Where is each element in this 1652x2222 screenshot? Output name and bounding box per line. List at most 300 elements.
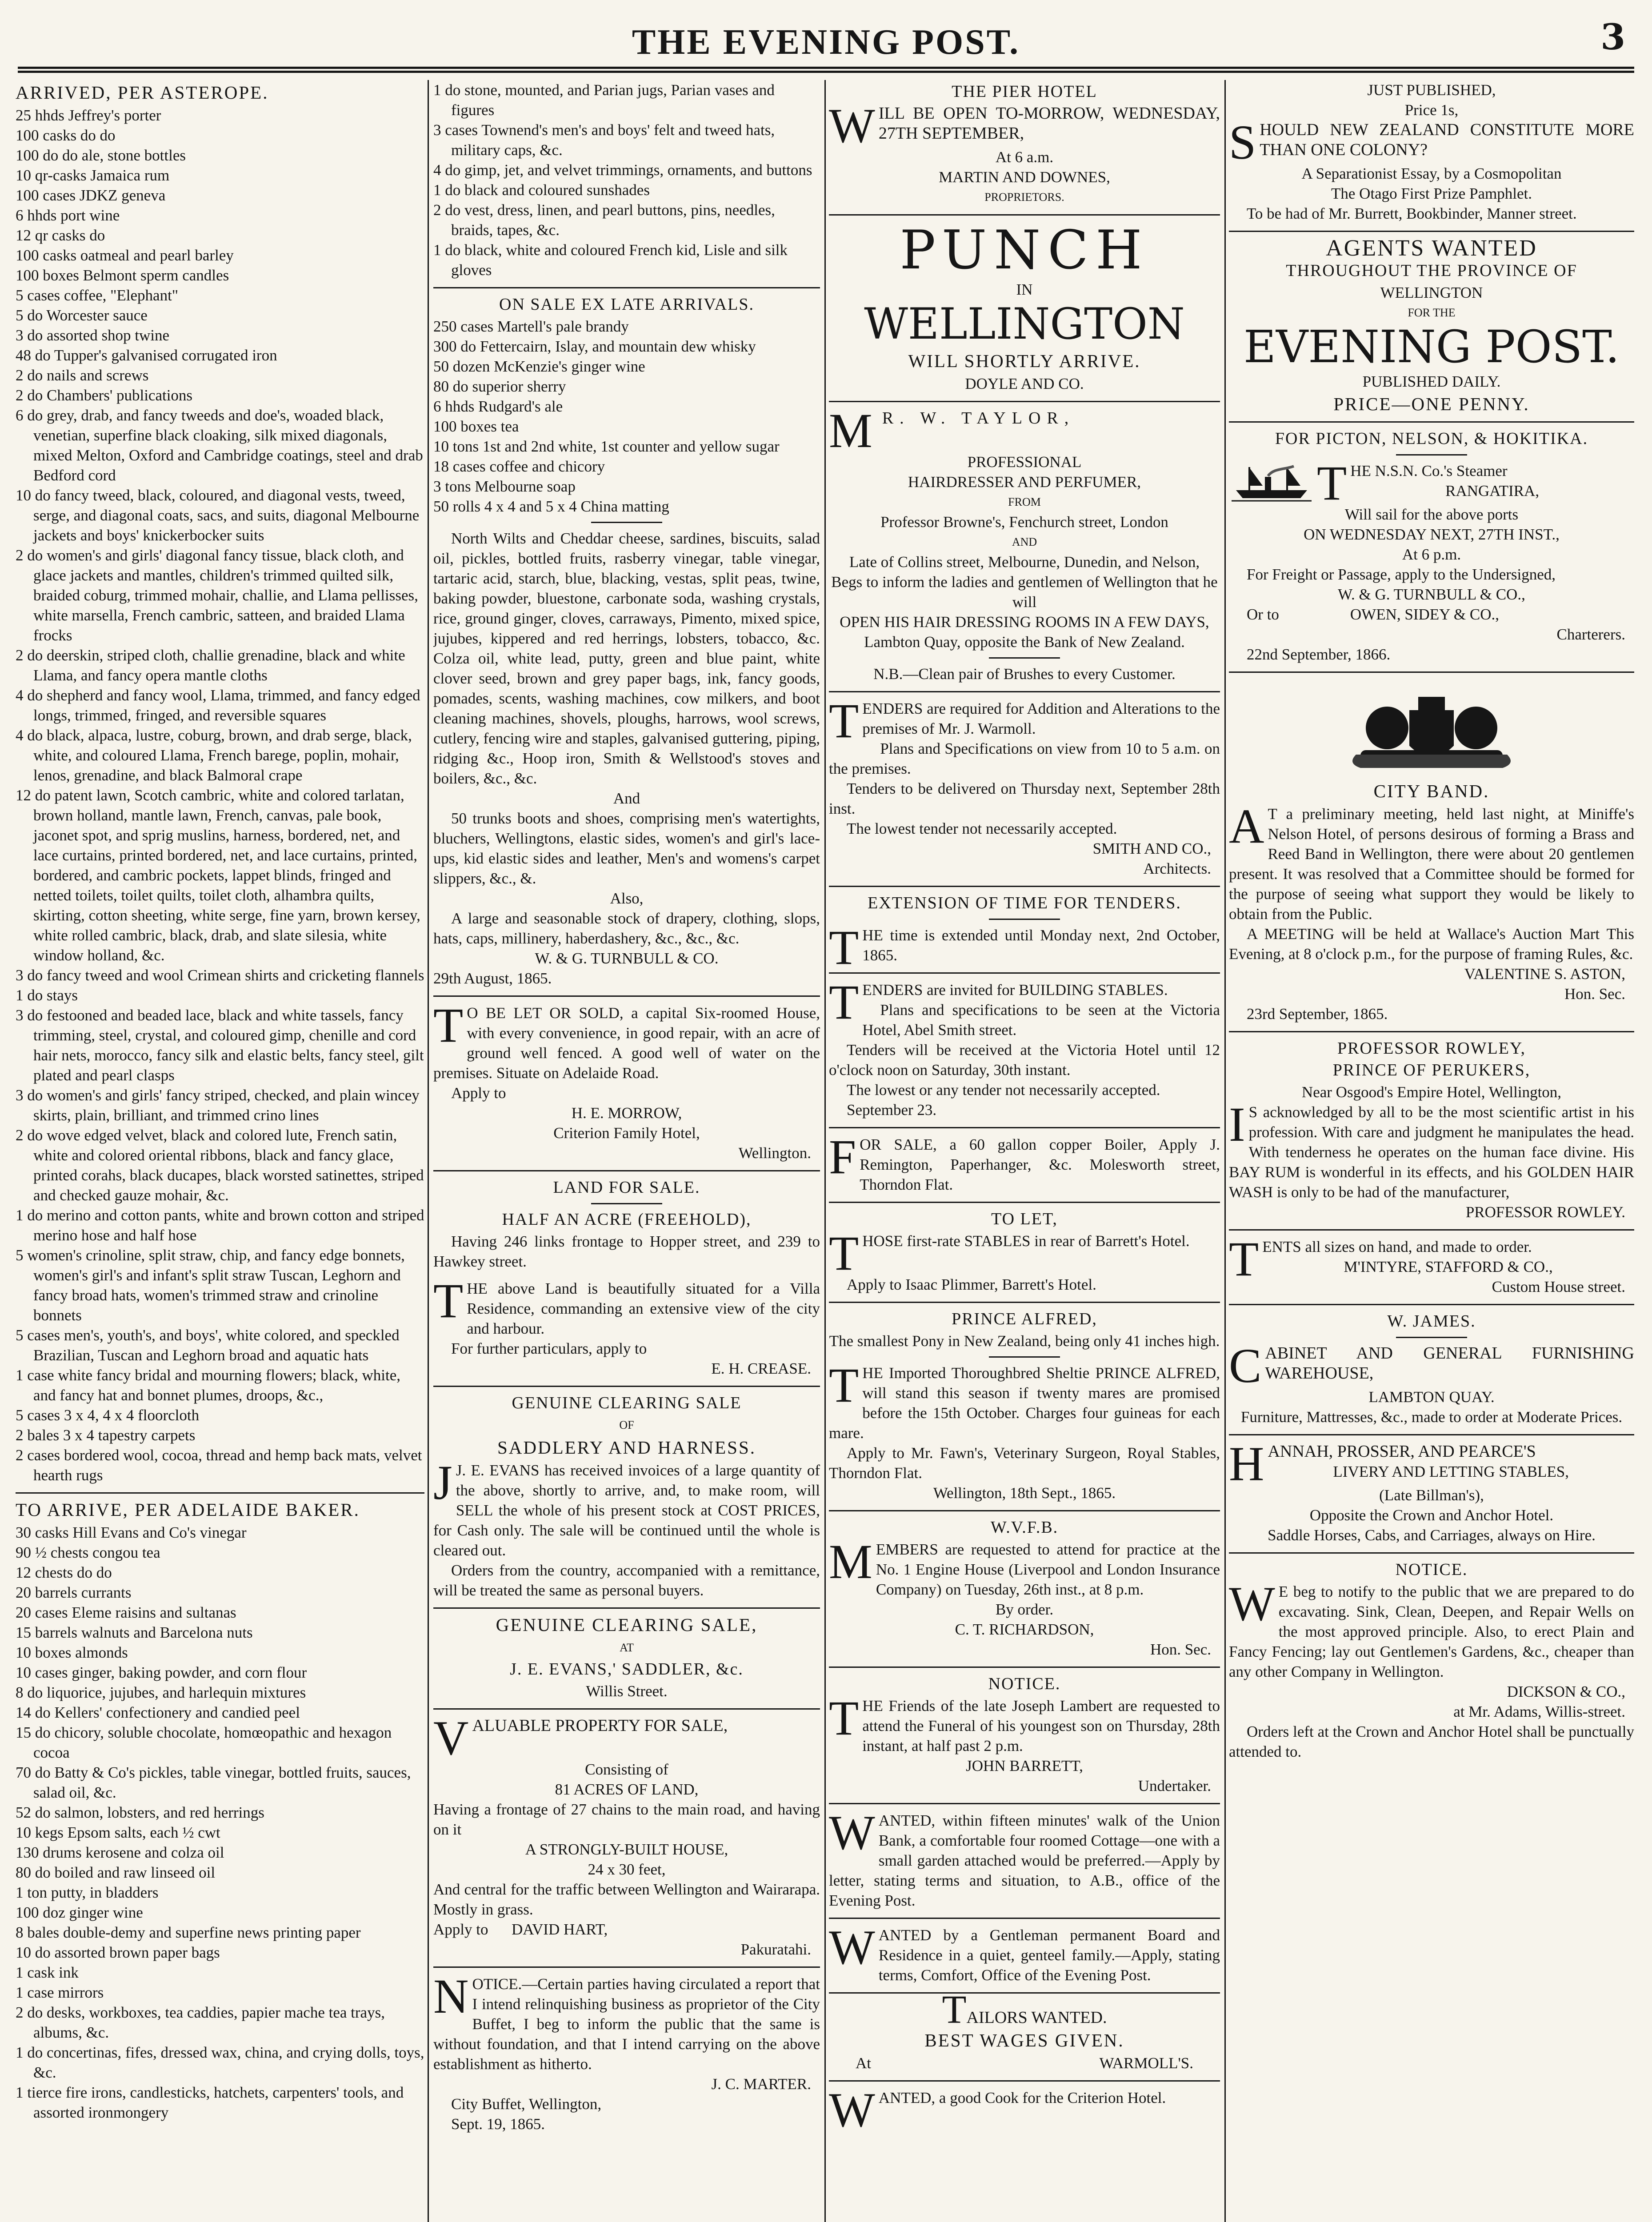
list-item: 2 do women's and girls' diagonal fancy tissue, black cloth, and glace jackets and mantles, children's trimmed quilted silk, braided coburg, trimmed mohair, challie, and Llama pellisses, white marsella, French cambric, satteen, and braided Llama frocks <box>16 547 418 644</box>
ad-pier-hotel <box>829 82 1220 207</box>
list-item: 2 do deerskin, striped cloth, challie grenadine, black and white Llama, and fancy opera mantle cloths <box>16 647 405 684</box>
drop-cap: T <box>433 998 464 1052</box>
list-item: 20 cases Eleme raisins and sultanas <box>16 1604 236 1621</box>
ad-text: 24 x 30 feet, <box>588 1861 666 1878</box>
list-item: 5 cases 3 x 4, 4 x 4 floorcloth <box>16 1407 200 1424</box>
divider <box>829 691 1220 692</box>
drop-cap: I <box>1229 1097 1245 1151</box>
list-item: 130 drums kerosene and colza oil <box>16 1844 224 1861</box>
divider <box>433 1170 820 1171</box>
list-item: 90 ½ chests congou tea <box>16 1544 160 1561</box>
drop-cap: M <box>829 404 879 458</box>
ad-text: City Buffet, Wellington, <box>451 2095 602 2113</box>
list-item: 4 do gimp, jet, and velvet trimmings, ornaments, and buttons <box>433 161 812 179</box>
divider <box>433 1607 820 1609</box>
drop-cap: W <box>829 1920 875 1974</box>
divider <box>989 657 1060 659</box>
ad-heading: GENUINE CLEARING SALE <box>512 1394 742 1412</box>
ad-text: Orders from the country, accompanied with a remittance, will be treated the same as personal buyers. <box>433 1562 820 1599</box>
divider <box>829 886 1220 887</box>
ad-text: Custom House street. <box>1492 1278 1625 1295</box>
ad-text: IN <box>1016 281 1033 298</box>
list-item: 18 cases coffee and chicory <box>433 458 605 475</box>
drop-cap: W <box>829 99 875 153</box>
item-list <box>16 1523 424 2122</box>
list-item: 3 do assorted shop twine <box>16 327 170 344</box>
ad-text: OR SALE, a 60 gallon copper Boiler, Apply J. Remington, Paperhanger, &c. Molesworth street, Thorndon Flat. <box>860 1136 1220 1193</box>
ad-city-band <box>1229 679 1634 1024</box>
ad-steamer <box>1229 429 1634 664</box>
ad-heading: R. W. TAYLOR, <box>882 409 1075 428</box>
ad-on-sale <box>433 295 820 988</box>
list-item: 20 barrels currants <box>16 1584 132 1601</box>
ad-text: Willis Street. <box>586 1682 668 1700</box>
ad-text: Apply to <box>451 1084 506 1102</box>
ad-tents <box>1229 1232 1634 1297</box>
ad-text: Professor Browne's, Fenchurch street, London <box>880 513 1168 531</box>
list-item: 100 doz ginger wine <box>16 1904 143 1921</box>
ad-text: HE N.S.N. Co.'s Steamer <box>1350 462 1508 480</box>
list-item: 3 tons Melbourne soap <box>433 478 576 495</box>
drop-cap: T <box>1229 1232 1259 1286</box>
ad-wanted-cottage <box>829 1806 1220 1910</box>
list-item: 1 ton putty, in bladders <box>16 1884 159 1901</box>
list-item: 250 cases Martell's pale brandy <box>433 318 629 335</box>
list-item: 1 do concertinas, fifes, dressed wax, china, and crying dolls, toys, &c. <box>16 2044 424 2081</box>
list-item: 2 cases bordered wool, cocoa, thread and hemp back mats, velvet hearth rugs <box>16 1447 422 1484</box>
list-item: 100 boxes Belmont sperm candles <box>16 267 229 284</box>
ad-text: OF <box>619 1419 634 1431</box>
ad-text: O BE LET OR SOLD, a capital Six-roomed House, with every convenience, in good repair, with an acre of ground well fenced. A good well of water on the premises. Situate on Adelaide Road. <box>433 1004 820 1082</box>
divider <box>829 1302 1220 1303</box>
ad-text: Price 1s, <box>1404 101 1459 119</box>
list-item: 100 do do ale, stone bottles <box>16 147 186 164</box>
list-item: 10 kegs Epsom salts, each ½ cwt <box>16 1824 220 1841</box>
ad-text: PUBLISHED DAILY. <box>1362 373 1501 390</box>
list-item: 12 chests do do <box>16 1564 112 1581</box>
ad-text: OPEN HIS HAIR DRESSING ROOMS IN A FEW DAYS, <box>840 613 1209 631</box>
divider <box>829 214 1220 216</box>
ad-text: (Late Billman's), <box>1379 1487 1484 1504</box>
ad-text: Apply to <box>433 1921 488 1938</box>
list-item: 2 do nails and screws <box>16 367 149 384</box>
ad-text: ANTED, a good Cook for the Criterion Hotel. <box>878 2089 1166 2106</box>
ad-heading: THE PIER HOTEL <box>952 82 1097 101</box>
drop-cap: W <box>1229 1577 1275 1631</box>
ad-to-let <box>433 998 820 1163</box>
ad-valuable-property <box>433 1711 820 1959</box>
ad-text: ILL BE OPEN TO-MORROW, WEDNESDAY, 27TH SEPTEMBER, <box>878 104 1220 143</box>
ad-text: ANTED by a Gentleman permanent Board and Residence in a quiet, genteel family.—Apply, stating terms, Comfort, Office of the Evening Post. <box>878 1926 1220 1984</box>
drop-cap: M <box>829 1535 872 1589</box>
list-item: 1 do black, white and coloured French kid, Lisle and silk gloves <box>433 241 788 279</box>
column-rule <box>428 80 429 2222</box>
list-item: 5 cases men's, youth's, and boys', white colored, and speckled Brazilian, Tuscan and Leghorn broad and aquatic hats <box>16 1327 400 1364</box>
ad-text: LAMBTON QUAY. <box>1368 1388 1495 1406</box>
ad-heading: NOTICE. <box>988 1674 1061 1693</box>
ad-text: PROFESSIONAL <box>967 453 1082 471</box>
ad-adelaide-baker <box>16 1500 424 2122</box>
divider <box>829 1992 1220 1994</box>
ad-clearing-sale-2 <box>433 1615 820 1701</box>
ad-text: Apply to Isaac Plimmer, Barrett's Hotel. <box>847 1276 1096 1293</box>
drop-cap: W <box>829 1806 875 1860</box>
newspaper-title: THE EVENING POST. <box>632 23 1020 62</box>
ad-text: ANTED, within fifteen minutes' walk of the Union Bank, a comfortable four roomed Cottage—one with a small garden attached would be preferred.—Apply by letter, stating terms and situation, to A.B., office of the Evening Post. <box>829 1812 1220 1909</box>
ad-text: Or to <box>1247 606 1279 623</box>
ad-text: Consisting of <box>585 1761 668 1778</box>
masthead <box>18 0 1634 73</box>
ad-signature: J. C. MARTER. <box>711 2075 811 2093</box>
ad-text: A Separationist Essay, by a Cosmopolitan <box>1301 165 1562 182</box>
ad-text: North Wilts and Cheddar cheese, sardines, biscuits, salad oil, pickles, bottled fruits, rasberry vinegar, table vinegar, tartaric acid, starch, blue, blacking, vestas, split peas, twine, baking powder, bluestone, carbonate soda, washing crystals, rice, ground ginger, cloves, carraways, Pimento, mixed spice, jujubes, kippered and red herrings, lobsters, tobacco, &c. Colza oil, white lead, putty, green and blue paint, white clover seed, brown and grey paper bags, ink, fancy goods, pomades, scents, washing machines, cow milkers, and boot cleaning machines, shovels, ploughs, harrows, wool screws, cutlery, fencing wire and staples, galvanised guttering, piping, ridging &c., Hoop iron, Smith & Wellstood's stoves and boilers, &c., &c. <box>433 530 820 787</box>
ad-signature: C. T. RICHARDSON, <box>955 1621 1094 1638</box>
list-item: 3 cases Townend's men's and boys' felt and tweed hats, military caps, &c. <box>433 121 775 159</box>
column-4 <box>1229 80 1634 2222</box>
ad-heading: ARRIVED, PER ASTEROPE. <box>16 82 269 103</box>
ad-text: Tenders to be delivered on Thursday next, September 28th inst. <box>829 780 1220 817</box>
list-item: 1 tierce fire irons, candlesticks, hatchets, carpenters' tools, and assorted ironmongery <box>16 2084 404 2121</box>
ad-text: Wellington. <box>738 1144 811 1162</box>
ad-heading: NOTICE. <box>1395 1560 1468 1579</box>
ad-wanted-cook <box>829 2083 1220 2137</box>
divider <box>829 1202 1220 1203</box>
ad-text: Near Osgood's Empire Hotel, Wellington, <box>1301 1083 1562 1101</box>
drop-cap: V <box>433 1711 469 1765</box>
divider <box>433 995 820 997</box>
ad-text: ENDERS are required for Addition and Alterations to the premises of Mr. J. Warmoll. <box>862 700 1220 737</box>
list-item: 15 barrels walnuts and Barcelona nuts <box>16 1624 253 1641</box>
divider <box>989 1356 1060 1358</box>
list-item: 50 dozen McKenzie's ginger wine <box>433 358 645 375</box>
ad-text: FROM <box>1008 496 1041 508</box>
ad-clearing-sale <box>433 1393 820 1600</box>
divider <box>433 287 820 288</box>
divider <box>1229 421 1634 423</box>
ad-signature: VALENTINE S. ASTON, <box>1464 965 1625 983</box>
list-item: 5 women's crinoline, split straw, chip, and fancy edge bonnets, women's girl's and infant's split straw Tuscan, Leghorn and fancy broad hats, women's trimmed straw and crinoline bonnets <box>16 1247 405 1324</box>
list-item: 2 bales 3 x 4 tapestry carpets <box>16 1427 196 1444</box>
drop-cap: T <box>829 1358 859 1412</box>
ad-text: The lowest or any tender not necessarily accepted. <box>847 1081 1160 1099</box>
ad-text: A large and seasonable stock of drapery, clothing, slops, hats, caps, millinery, haberdashery, &c., &c., &c. <box>433 910 820 947</box>
ad-text: Furniture, Mattresses, &c., made to order at Moderate Prices. <box>1240 1408 1623 1426</box>
ad-text: Pakuratahi. <box>740 1941 811 1958</box>
ad-heading: CITY BAND. <box>1373 781 1490 801</box>
ad-date: Wellington, 18th Sept., 1865. <box>933 1484 1116 1502</box>
ad-text: The smallest Pony in New Zealand, being only 41 inches high. <box>829 1332 1220 1350</box>
ad-signature: DAVID HART, <box>511 1921 608 1938</box>
ad-text: Orders left at the Crown and Anchor Hotel shall be punctually attended to. <box>1229 1723 1634 1760</box>
list-item: 100 casks oatmeal and pearl barley <box>16 247 234 264</box>
drop-cap: J <box>433 1455 452 1510</box>
drop-cap: T <box>433 1274 464 1328</box>
ad-signature: DICKSON & CO., <box>1507 1683 1625 1700</box>
ad-text: Lambton Quay, opposite the Bank of New Zealand. <box>864 633 1185 651</box>
ad-james-furnishing <box>1229 1311 1634 1427</box>
ad-asterope <box>16 83 424 1485</box>
ad-heading: PRINCE ALFRED, <box>952 1310 1097 1328</box>
ad-text: The lowest tender not necessarily accepted. <box>847 820 1117 837</box>
ad-text: And central for the traffic between Wellington and Wairarapa. Mostly in grass. <box>433 1881 820 1918</box>
list-item: 300 do Fettercairn, Islay, and mountain dew whisky <box>433 338 756 355</box>
ad-heading: J. E. EVANS,' SADDLER, &c. <box>510 1660 744 1678</box>
ad-text: At 6 a.m. <box>995 148 1054 166</box>
column-rule <box>824 80 826 2222</box>
ad-text: N.B.—Clean pair of Brushes to every Customer. <box>873 665 1176 683</box>
item-list <box>433 316 820 516</box>
ad-heading: PRICE—ONE PENNY. <box>1333 394 1530 414</box>
ad-text: Late of Collins street, Melbourne, Dunedin, and Nelson, <box>849 553 1200 571</box>
ad-text: PROPRIETORS. <box>984 191 1064 204</box>
ad-prince-alfred <box>829 1309 1220 1503</box>
ad-date: 23rd September, 1865. <box>1247 1005 1388 1023</box>
ad-subheading: HALF AN ACRE (FREEHOLD), <box>502 1210 752 1229</box>
divider <box>433 1708 820 1710</box>
divider <box>829 1918 1220 1919</box>
ad-text: To be had of Mr. Burrett, Bookbinder, Manner street. <box>1247 205 1577 222</box>
list-item: 5 do Worcester sauce <box>16 307 148 324</box>
list-item: 15 do chicory, soluble chocolate, homœopathic and hexagon cocoa <box>16 1724 392 1761</box>
ad-pamphlet <box>1229 80 1634 224</box>
divider <box>1229 1229 1634 1231</box>
list-item: 10 tons 1st and 2nd white, 1st counter and yellow sugar <box>433 438 780 455</box>
divider <box>591 522 662 523</box>
divider <box>989 919 1060 920</box>
ad-text: A MEETING will be held at Wallace's Auction Mart This Evening, at 8 o'clock p.m., for the purpose of framing Rules, &c. <box>1229 925 1634 963</box>
divider <box>1229 671 1634 673</box>
list-item: 12 do patent lawn, Scotch cambric, white and colored tarlatan, brown holland, mantle lawn, French, canvas, pale book, jaconet spot, and sprig muslins, harness, bordered, net, and lace curtains, printed bordered, net, and lace curtains, printed, bordered, and cambric pockets, lappet blinds, fringed and netted toilets, toilet quilts, toilet cloth, alhambra quilts, skirting, cotton sheeting, white serge, fine yarn, brown kersey, white rolled cambric, black, drab, and slate silesia, white window holland, &c. <box>16 787 420 964</box>
ad-heading: ALUABLE PROPERTY FOR SALE, <box>472 1716 728 1735</box>
ad-text: Having a frontage of 27 chains to the main road, and having on it <box>433 1801 820 1838</box>
ad-heading: LAND FOR SALE. <box>553 1178 700 1197</box>
divider <box>829 972 1220 974</box>
divider <box>1229 1552 1634 1554</box>
ad-text: Opposite the Crown and Anchor Hotel. <box>1309 1507 1554 1524</box>
list-item: 1 case mirrors <box>16 1984 104 2001</box>
column-rule <box>1224 80 1226 2222</box>
ad-text: For Freight or Passage, apply to the Undersigned, <box>1247 566 1556 583</box>
ad-heading: BEST WAGES GIVEN. <box>924 2030 1124 2050</box>
ad-signature: SMITH AND CO., <box>1092 840 1211 857</box>
ad-heading: ANNAH, PROSSER, AND PEARCE'S <box>1268 1442 1536 1461</box>
divider <box>591 1203 662 1204</box>
ad-signature: PROFESSOR ROWLEY. <box>1465 1203 1625 1221</box>
list-item: 4 do black, alpaca, lustre, coburg, brown, and drab serge, black, white, and coloured Llama, French barege, poplin, mohair, lenos, grenadine, and black Balmoral crape <box>16 727 412 784</box>
drop-cap: T <box>1317 456 1347 510</box>
list-item: 100 boxes tea <box>433 418 519 435</box>
ad-signature: W. & G. TURNBULL & CO., <box>1338 586 1525 603</box>
ad-stables-tender <box>829 975 1220 1120</box>
ad-punch <box>829 222 1220 394</box>
list-item: 10 cases ginger, baking powder, and corn flour <box>16 1664 307 1681</box>
list-item: 52 do salmon, lobsters, and red herrings <box>16 1804 264 1821</box>
list-item: 3 do women's and girls' fancy striped, checked, and plain wincey skirts, plain, brilliant, and trimmed crino lines <box>16 1087 420 1124</box>
divider <box>829 401 1220 402</box>
ad-heading: FOR PICTON, NELSON, & HOKITIKA. <box>1275 429 1588 448</box>
ad-signature: H. E. MORROW, <box>571 1104 682 1122</box>
ad-text: Hon. Sec. <box>1564 985 1625 1003</box>
ad-heading: PROFESSOR ROWLEY, <box>1337 1039 1526 1058</box>
divider <box>829 1510 1220 1511</box>
divider <box>1229 231 1634 232</box>
ad-to-let-stables <box>829 1209 1220 1295</box>
ad-text: HE Imported Thoroughbred Sheltie PRINCE ALFRED, will stand this season if twenty mares are promised before the 15th October. Charges four guineas for each mare. <box>829 1364 1220 1442</box>
divider <box>829 1127 1220 1128</box>
steamship-icon <box>1232 464 1312 504</box>
ad-heading: ABINET AND GENERAL FURNISHING WAREHOUSE, <box>1265 1344 1634 1383</box>
ad-date: Sept. 19, 1865. <box>451 2115 545 2133</box>
ad-date: 29th August, 1865. <box>433 970 552 987</box>
ad-boiler <box>829 1130 1220 1195</box>
ad-signature: M'INTYRE, STAFFORD & CO., <box>1344 1258 1553 1275</box>
ad-text: FOR THE <box>1408 306 1456 319</box>
ad-text: ENDERS are invited for BUILDING STABLES. <box>862 981 1168 999</box>
list-item: 6 do grey, drab, and fancy tweeds and doe's, woaded black, venetian, superfine black cloaking, silk mixed diagonals, mixed Melton, Oxford and Cambridge coatings, steel and drab Bedford cord <box>16 407 423 484</box>
ad-signature: W. & G. TURNBULL & CO. <box>535 950 719 967</box>
ad-heading: EXTENSION OF TIME FOR TENDERS. <box>868 894 1181 912</box>
ad-heading: THROUGHOUT THE PROVINCE OF <box>1286 261 1577 280</box>
ad-tailors-wanted <box>829 1988 1220 2073</box>
ad-text: Also, <box>610 890 644 907</box>
ad-agents-wanted <box>1229 238 1634 414</box>
ad-heading: PRINCE OF PERUKERS, <box>1332 1061 1531 1079</box>
list-item: 2 do Chambers' publications <box>16 387 193 404</box>
list-item: 2 do vest, dress, linen, and pearl buttons, pins, needles, braids, tapes, &c. <box>433 201 775 239</box>
ad-headline: EVENING POST. <box>1244 321 1620 373</box>
drop-cap: C <box>1229 1339 1262 1393</box>
list-item: 10 do fancy tweed, black, coloured, and diagonal vests, tweed, serge, and diagonal coats, sacs, and suits, diagonal Melbourne jackets and boys' knickerbocker suits <box>16 487 420 544</box>
list-item: 6 hhds port wine <box>16 207 120 224</box>
drop-cap: T <box>829 920 859 975</box>
ad-signature: E. H. CREASE. <box>711 1360 811 1377</box>
ad-text: JUST PUBLISHED, <box>1367 81 1496 99</box>
list-item: 14 do Kellers' confectionery and candied peel <box>16 1704 300 1721</box>
list-item: 3 do fancy tweed and wool Crimean shirts and cricketing flannels <box>16 967 424 984</box>
ad-wvfb <box>829 1518 1220 1659</box>
ad-text: HE above Land is beautifully situated for a Villa Residence, commanding an extensive view of the city and harbour. <box>467 1280 820 1337</box>
drop-cap: A <box>1229 799 1264 853</box>
ad-text: Plans and Specifications on view from 10 to 5 a.m. on the premises. <box>829 740 1220 777</box>
ad-signature: DOYLE AND CO. <box>965 375 1084 392</box>
ad-heading: TO LET, <box>991 1210 1058 1228</box>
drop-cap: T <box>829 1226 859 1280</box>
list-item: 1 do merino and cotton pants, white and brown cotton and striped merino hose and half hose <box>16 1207 424 1244</box>
list-item: 12 qr casks do <box>16 227 105 244</box>
divider <box>829 1666 1220 1668</box>
ad-excavating-notice <box>1229 1560 1634 1762</box>
list-item: 30 casks Hill Evans and Co's vinegar <box>16 1524 247 1541</box>
ad-text: Criterion Family Hotel, <box>553 1124 700 1142</box>
ad-text: at Mr. Adams, Willis-street. <box>1453 1703 1625 1720</box>
ad-text: Hon. Sec. <box>1150 1641 1211 1658</box>
ad-text: HE Friends of the late Joseph Lambert are requested to attend the Funeral of his youngest son on Thursday, 28th instant, at half past 2 p.m. <box>862 1697 1220 1754</box>
divider <box>829 2080 1220 2082</box>
divider <box>829 1803 1220 1804</box>
list-item: 100 cases JDKZ geneva <box>16 187 166 204</box>
list-item: 25 hhds Jeffrey's porter <box>16 107 161 124</box>
ad-heading: ON SALE EX LATE ARRIVALS. <box>499 295 754 314</box>
ad-text: Undertaker. <box>1138 1777 1211 1794</box>
list-item: 6 hhds Rudgard's ale <box>433 398 563 415</box>
ad-funeral-notice <box>829 1674 1220 1796</box>
ad-date: September 23. <box>847 1101 937 1119</box>
ad-text: Begs to inform the ladies and gentlemen of Wellington that he will <box>831 573 1218 611</box>
ad-text: RANGATIRA, <box>1445 482 1540 500</box>
ad-text: Tenders will be received at the Victoria Hotel until 12 o'clock noon on Saturday, 30th instant. <box>829 1041 1220 1079</box>
ad-text: Plans and specifications to be seen at the Victoria Hotel, Abel Smith street. <box>862 1001 1220 1039</box>
drop-cap: T <box>829 975 859 1029</box>
ad-notice-buffet <box>433 1969 820 2134</box>
list-item: 70 do Batty & Co's pickles, table vinegar, bottled fruits, sauces, salad oil, &c. <box>16 1764 411 1801</box>
list-item: 80 do boiled and raw linseed oil <box>16 1864 216 1881</box>
divider <box>1229 1304 1634 1305</box>
ad-text: At 6 p.m. <box>1402 546 1461 563</box>
ad-text: HAIRDRESSER AND PERFUMER, <box>908 473 1141 491</box>
column-3 <box>829 80 1220 2222</box>
ad-headline: PUNCH <box>900 220 1149 281</box>
ad-heading: HOULD NEW ZEALAND CONSTITUTE MORE THAN ONE COLONY? <box>1260 120 1634 159</box>
ad-text: 50 trunks boots and shoes, comprising men's watertights, bluchers, Wellingtons, elastic sides, women's and girl's lace-ups, kid elastic sides and leather, Men's and womens's carpet slippers, &c., &. <box>433 810 820 887</box>
list-item: 48 do Tupper's galvanised corrugated iron <box>16 347 277 364</box>
item-list <box>433 80 820 280</box>
ad-heading: SADDLERY AND HARNESS. <box>497 1437 756 1458</box>
list-item: 3 do festooned and beaded lace, black and white tassels, fancy trimming, steel, crystal, and coloured gimp, chenille and cord hair nets, morocco, fancy silk and elastic belts, fancy steel, gilt plated and pearl clasps <box>16 1007 424 1084</box>
divider <box>1396 454 1467 456</box>
ad-heading: AGENTS WANTED <box>1326 236 1537 261</box>
ad-headline: WELLINGTON <box>864 299 1185 349</box>
ad-text: WELLINGTON <box>1380 284 1483 301</box>
drop-cap: S <box>1229 115 1256 169</box>
ad-text: And <box>613 790 640 807</box>
item-list <box>16 105 424 1485</box>
column-2 <box>433 80 820 2222</box>
ad-text: E beg to notify to the public that we are prepared to do excavating. Sink, Clean, Deepen, and Repair Wells on the most approved principle. Also, to erect Plain and Fancy Fencing; lay out Gentlemen's Gardens, &c., cheaper than any other Company in Wellington. <box>1229 1583 1634 1680</box>
ad-text: Saddle Horses, Cabs, and Carriages, always on Hire. <box>1268 1527 1596 1544</box>
drop-cap: H <box>1229 1437 1264 1491</box>
ad-signature: OWEN, SIDEY & CO., <box>1350 606 1499 623</box>
ad-land-for-sale <box>433 1178 820 1271</box>
list-item: 100 casks do do <box>16 127 116 144</box>
divider <box>1396 1337 1467 1338</box>
ad-heading: AILORS WANTED. <box>966 2008 1107 2027</box>
ad-tenders <box>829 694 1220 879</box>
ad-signature: WARMOLL'S. <box>1099 2054 1193 2072</box>
ad-professor-rowley <box>1229 1039 1634 1222</box>
divider <box>433 1386 820 1387</box>
ad-heading: GENUINE CLEARING SALE, <box>496 1615 758 1635</box>
list-item: 8 do liquorice, jujubes, and harlequin mixtures <box>16 1684 306 1701</box>
list-item: 5 cases coffee, "Elephant" <box>16 287 179 304</box>
coat-of-arms-icon <box>1329 679 1534 777</box>
list-item: 1 case white fancy bridal and mourning flowers; black, white, and fancy hat and bonnet plumes, droops, &c., <box>16 1367 400 1404</box>
list-item: 2 do wove edged velvet, black and colored lute, French satin, white and colored oriental ribbons, black and fancy glace, printed corahs, black ducapes, black worsted satinettes, striped and checked gauze mohair, &c. <box>16 1127 424 1204</box>
ad-text: The Otago First Prize Pamphlet. <box>1331 185 1532 202</box>
divider <box>1229 1434 1634 1435</box>
drop-cap: W <box>829 2083 875 2137</box>
page-number: 3 <box>1600 16 1625 58</box>
ad-text: At <box>856 2054 871 2072</box>
ad-text: ENTS all sizes on hand, and made to order. <box>1262 1238 1532 1255</box>
column-1 <box>16 80 424 2222</box>
list-item: 80 do superior sherry <box>433 378 566 395</box>
list-item: 10 boxes almonds <box>16 1644 128 1661</box>
list-item: 2 do desks, workboxes, tea caddies, papier mache tea trays, albums, &c. <box>16 2004 385 2041</box>
list-item: 8 bales double-demy and superfine news printing paper <box>16 1924 361 1941</box>
ad-continued-items <box>433 80 820 280</box>
ad-text: OTICE.—Certain parties having circulated a report that I intend relinquishing business as proprietor of the City Buffet, I beg to inform the public that the same is without foundation, and that I intend carrying on the above establishment as hitherto. <box>433 1975 820 2073</box>
ad-heading: W.V.F.B. <box>990 1518 1059 1537</box>
